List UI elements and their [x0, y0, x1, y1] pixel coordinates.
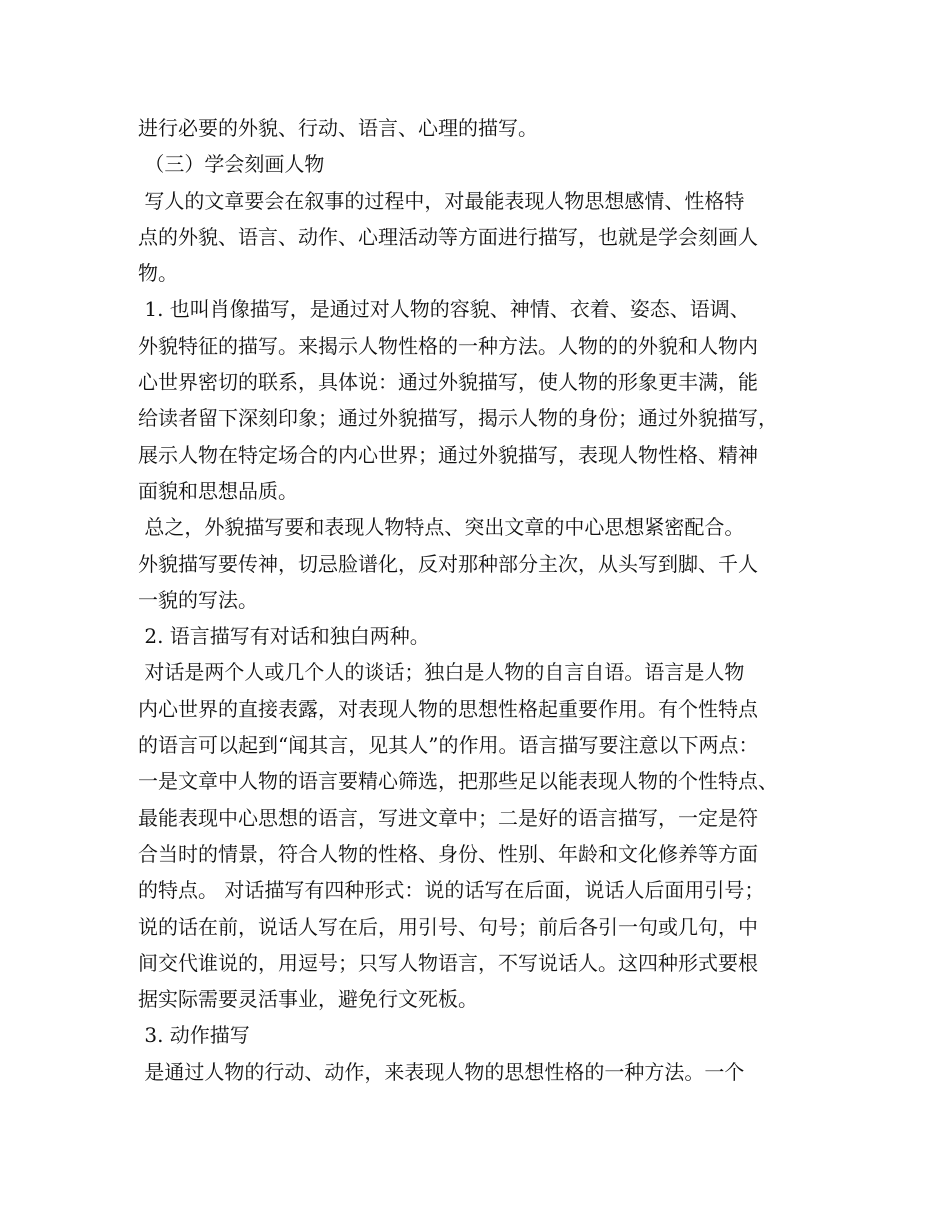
text-line: 说的话在前，说话人写在后，用引号、句号；前后各引一句或几句，中	[138, 914, 758, 939]
text-line: 外貌描写要传神，切忌脸谱化，反对那种部分主次，从头写到脚、千人	[138, 551, 758, 576]
text-line: 1. 也叫肖像描写，是通过对人物的容貌、神情、衣着、姿态、语调、	[138, 297, 750, 322]
text-line: 据实际需要灵活事业，避免行文死板。	[138, 987, 478, 1012]
text-line: 的语言可以起到“闻其言，见其人”的作用。语言描写要注意以下两点：	[138, 733, 759, 758]
text-line: 物。	[138, 261, 178, 286]
text-line: 内心世界的直接表露，对表现人物的思想性格起重要作用。有个性特点	[138, 696, 758, 721]
text-line: 给读者留下深刻印象；通过外貌描写，揭示人物的身份；通过外貌描写，	[138, 406, 778, 431]
text-line: 是通过人物的行动、动作，来表现人物的思想性格的一种方法。一个	[138, 1059, 745, 1084]
text-line: 写人的文章要会在叙事的过程中，对最能表现人物思想感情、性格特	[138, 188, 745, 213]
text-line: 进行必要的外貌、行动、语言、心理的描写。	[138, 116, 538, 140]
section-heading: （三）学会刻画人物	[138, 152, 325, 177]
text-line: 间交代谁说的，用逗号；只写人物语言，不写说话人。这四种形式要根	[138, 950, 758, 975]
text-line: 的特点。 对话描写有四种形式：说的话写在后面，说话人后面用引号；	[138, 878, 765, 903]
text-line: 合当时的情景，符合人物的性格、身份、性别、年龄和文化修养等方面	[138, 841, 758, 866]
text-line: 2. 语言描写有对话和独白两种。	[138, 624, 430, 649]
document-body	[138, 110, 828, 1090]
text-line: 面貌和思想品质。	[138, 478, 298, 503]
text-line: 对话是两个人或几个人的谈话；独白是人物的自言自语。语言是人物	[138, 660, 745, 685]
text-line: 3. 动作描写	[138, 1023, 250, 1048]
text-line: 心世界密切的联系，具体说：通过外貌描写，使人物的形象更丰满，能	[138, 370, 758, 395]
text-line: 一貌的写法。	[138, 587, 258, 612]
text-line: 总之，外貌描写要和表现人物特点、突出文章的中心思想紧密配合。	[138, 515, 745, 540]
text-line: 点的外貌、语言、动作、心理活动等方面进行描写，也就是学会刻画人	[138, 224, 758, 249]
text-line: 最能表现中心思想的语言，写进文章中；二是好的语言描写，一定是符	[138, 805, 758, 830]
text-line: 外貌特征的描写。来揭示人物性格的一种方法。人物的的外貌和人物内	[138, 333, 758, 358]
text-line: 一是文章中人物的语言要精心筛选，把那些足以能表现人物的个性特点、	[138, 769, 778, 794]
text-line: 展示人物在特定场合的内心世界；通过外貌描写，表现人物性格、精神	[138, 442, 758, 467]
